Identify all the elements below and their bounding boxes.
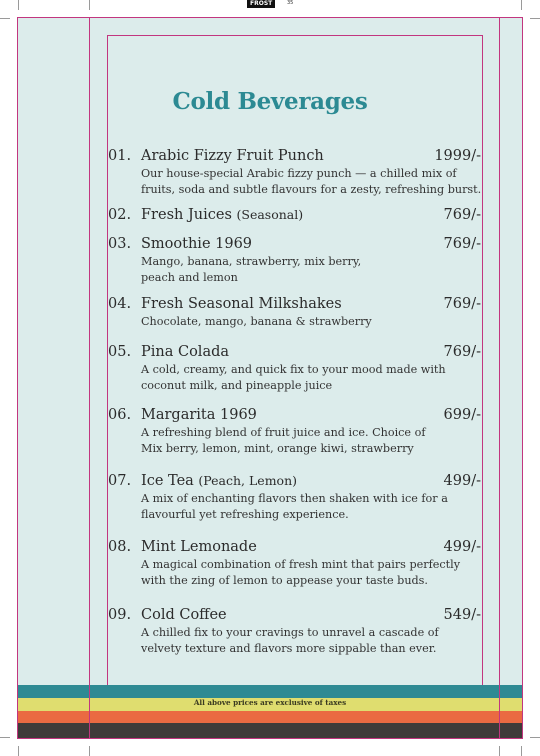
desc-line: peach and lemon (141, 270, 238, 284)
crop-mark (18, 0, 19, 10)
menu-item (108, 407, 481, 456)
crop-mark (530, 18, 540, 19)
item-number: 02. (108, 207, 132, 223)
crop-mark (18, 746, 19, 756)
item-name: Fresh Juices (141, 207, 232, 223)
item-number: 06. (108, 407, 132, 423)
crop-mark (89, 746, 90, 756)
desc-line: fruits, soda and subtle flavours for a zesty, refreshing burst. (141, 182, 482, 196)
item-number: 01. (108, 148, 132, 164)
slug-page-number: 35 (287, 0, 294, 6)
item-name: Smoothie 1969 (141, 236, 253, 252)
item-price: 549/- (443, 607, 481, 623)
item-description (141, 557, 481, 588)
desc-line: A chilled fix to your cravings to unravel a cascade of (141, 626, 439, 639)
item-name: Arabic Fizzy Fruit Punch (141, 148, 324, 164)
item-price: 769/- (443, 296, 481, 312)
desc-line: Chocolate, mango, banana & strawberry (141, 315, 372, 328)
desc-line: with the zing of lemon to appease your taste buds. (141, 573, 428, 587)
item-name: Pina Colada (141, 344, 230, 360)
item-price: 769/- (443, 344, 481, 360)
item-price: 769/- (443, 207, 481, 223)
menu-item (108, 473, 481, 522)
item-price: 769/- (443, 236, 481, 252)
crop-mark (521, 0, 522, 10)
menu-item (108, 344, 481, 393)
crop-mark (530, 737, 540, 738)
item-price: 699/- (443, 407, 481, 423)
desc-line: Mix berry, lemon, mint, orange kiwi, strawberry (141, 441, 414, 455)
item-description (141, 491, 481, 522)
item-description (141, 254, 481, 285)
desc-line: coconut milk, and pineapple juice (141, 378, 333, 392)
menu-item (108, 207, 481, 223)
menu-item (108, 539, 481, 588)
item-subtitle: (Peach, Lemon) (198, 473, 297, 488)
item-description (141, 314, 481, 330)
slug-label: FROST (247, 0, 275, 8)
menu-item (108, 236, 481, 285)
item-subtitle: (Seasonal) (236, 207, 304, 222)
desc-line: Our house-special Arabic fizzy punch — a chilled mix of (141, 167, 457, 180)
item-name: Mint Lemonade (141, 539, 257, 555)
item-number: 09. (108, 607, 132, 623)
item-description (141, 625, 481, 656)
item-number: 04. (108, 296, 132, 312)
item-price: 499/- (443, 473, 481, 489)
item-number: 08. (108, 539, 132, 555)
desc-line: A magical combination of fresh mint that pairs perfectly (141, 558, 461, 571)
menu-item (108, 148, 481, 197)
item-number: 03. (108, 236, 132, 252)
item-name: Ice Tea (141, 473, 194, 489)
desc-line: A refreshing blend of fruit juice and ice. Choice of (141, 426, 426, 439)
desc-line: flavourful yet refreshing experience. (141, 507, 349, 521)
item-name: Margarita 1969 (141, 407, 257, 423)
item-number: 07. (108, 473, 132, 489)
item-price: 1999/- (434, 148, 481, 164)
menu-item (108, 607, 481, 656)
tax-note: All above prices are exclusive of taxes (193, 698, 347, 707)
desc-line: A mix of enchanting flavors then shaken with ice for a (141, 492, 448, 505)
crop-mark (0, 18, 10, 19)
crop-mark (521, 746, 522, 756)
desc-line: velvety texture and flavors more sippable than ever. (141, 641, 437, 655)
item-description (141, 362, 481, 393)
crop-mark (499, 746, 500, 756)
item-number: 05. (108, 344, 132, 360)
item-name: Cold Coffee (141, 607, 227, 623)
item-description (141, 425, 481, 456)
desc-line: Mango, banana, strawberry, mix berry, (141, 255, 362, 268)
crop-mark (0, 737, 10, 738)
desc-line: A cold, creamy, and quick fix to your mood made with (141, 363, 446, 376)
crop-mark (89, 0, 90, 10)
footer-band-teal (18, 685, 522, 698)
footer-band-orange (18, 711, 522, 723)
item-description (141, 166, 481, 197)
footer-band-dark (18, 723, 522, 738)
menu-item (108, 296, 481, 330)
item-price: 499/- (443, 539, 481, 555)
item-name: Fresh Seasonal Milkshakes (141, 296, 342, 312)
page-title: Cold Beverages (172, 88, 368, 115)
